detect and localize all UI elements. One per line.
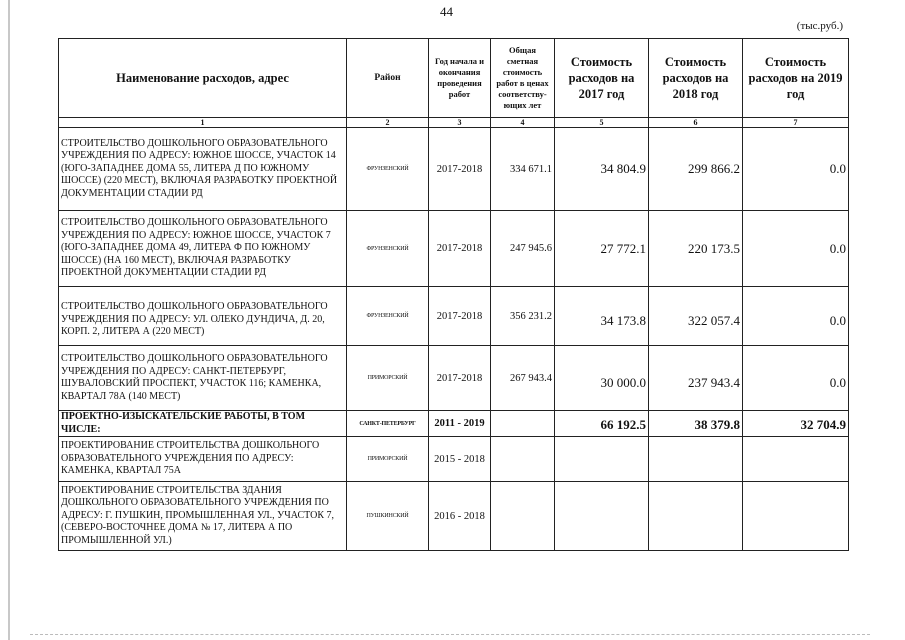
cost-2018: 38 379.8 <box>649 411 743 437</box>
work-years: 2015 - 2018 <box>429 437 491 482</box>
cost-2018 <box>649 482 743 551</box>
expense-name: ПРОЕКТИРОВАНИЕ СТРОИТЕЛЬСТВА ДОШКОЛЬНОГО ОБРАЗОВАТЕЛЬНОГО УЧРЕЖДЕНИЯ ПО АДРЕСУ: КАМЕНКА, КВАРТАЛ 75А <box>59 437 347 482</box>
header-estimate: Общая сметная стоимость работ в ценах соответству-ющих лет <box>491 39 555 118</box>
column-number: 1 <box>59 118 347 128</box>
work-years: 2017-2018 <box>429 346 491 411</box>
column-number: 5 <box>555 118 649 128</box>
column-number: 7 <box>743 118 849 128</box>
work-years: 2017-2018 <box>429 211 491 287</box>
cost-2019: 0.0 <box>743 287 849 346</box>
cost-2017: 34 173.8 <box>555 287 649 346</box>
expense-name: СТРОИТЕЛЬСТВО ДОШКОЛЬНОГО ОБРАЗОВАТЕЛЬНОГО УЧРЕЖДЕНИЯ ПО АДРЕСУ: САНКТ-ПЕТЕРБУРГ, ШУВАЛОВСКИЙ ПРОСПЕКТ, УЧАСТОК 116; КАМЕНКА, КВАРТАЛ 78А (140 МЕСТ) <box>59 346 347 411</box>
cost-2017: 30 000.0 <box>555 346 649 411</box>
work-years: 2011 - 2019 <box>429 411 491 437</box>
estimate-cost <box>491 437 555 482</box>
column-number-row <box>59 118 849 128</box>
cost-2019 <box>743 482 849 551</box>
district: ФРУНЗЕНСКИЙ <box>347 211 429 287</box>
header-row <box>59 39 849 118</box>
header-cost-2019: Стоимость расходов на 2019 год <box>743 39 849 118</box>
cost-2018: 299 866.2 <box>649 128 743 211</box>
estimate-cost: 356 231.2 <box>491 287 555 346</box>
district: ФРУНЗЕНСКИЙ <box>347 287 429 346</box>
header-years: Год начала и окончания проведения работ <box>429 39 491 118</box>
scan-edge-mark <box>8 0 10 640</box>
table-row <box>59 437 849 482</box>
cost-2019: 0.0 <box>743 211 849 287</box>
estimate-cost: 334 671.1 <box>491 128 555 211</box>
cost-2017: 27 772.1 <box>555 211 649 287</box>
table-row-total <box>59 411 849 437</box>
expense-name: СТРОИТЕЛЬСТВО ДОШКОЛЬНОГО ОБРАЗОВАТЕЛЬНОГО УЧРЕЖДЕНИЯ ПО АДРЕСУ: УЛ. ОЛЕКО ДУНДИЧА, Д. 20, КОРП. 2, ЛИТЕРА А (220 МЕСТ) <box>59 287 347 346</box>
estimate-cost: 267 943.4 <box>491 346 555 411</box>
cost-2019 <box>743 437 849 482</box>
cost-2017 <box>555 437 649 482</box>
cost-2018: 220 173.5 <box>649 211 743 287</box>
header-cost-2018: Стоимость расходов на 2018 год <box>649 39 743 118</box>
district: САНКТ-ПЕТЕРБУРГ <box>347 411 429 437</box>
column-number: 6 <box>649 118 743 128</box>
header-cost-2017: Стоимость расходов на 2017 год <box>555 39 649 118</box>
column-number: 4 <box>491 118 555 128</box>
district: ПРИМОРСКИЙ <box>347 437 429 482</box>
cost-2017: 34 804.9 <box>555 128 649 211</box>
table-row <box>59 128 849 211</box>
expense-name: ПРОЕКТНО-ИЗЫСКАТЕЛЬСКИЕ РАБОТЫ, В ТОМ ЧИСЛЕ: <box>59 411 347 437</box>
table-row <box>59 287 849 346</box>
cost-2018 <box>649 437 743 482</box>
cost-2019: 0.0 <box>743 128 849 211</box>
expense-name: СТРОИТЕЛЬСТВО ДОШКОЛЬНОГО ОБРАЗОВАТЕЛЬНОГО УЧРЕЖДЕНИЯ ПО АДРЕСУ: ЮЖНОЕ ШОССЕ, УЧАСТОК 14 (ЮГО-ЗАПАДНЕЕ ДОМА 55, ЛИТЕРА Д ПО ЮЖНОМУ ШОССЕ) (220 МЕСТ), ВКЛЮЧАЯ РАЗРАБОТКУ ПРОЕКТНОЙ ДОКУМЕНТАЦИИ СТАДИИ РД <box>59 128 347 211</box>
district: ФРУНЗЕНСКИЙ <box>347 128 429 211</box>
header-district: Район <box>347 39 429 118</box>
table-row <box>59 346 849 411</box>
scan-bottom-artifact <box>30 634 870 637</box>
cost-2018: 237 943.4 <box>649 346 743 411</box>
budget-table <box>58 38 849 551</box>
page-number: 44 <box>440 4 453 19</box>
column-number: 2 <box>347 118 429 128</box>
header-name: Наименование расходов, адрес <box>59 39 347 118</box>
work-years: 2017-2018 <box>429 287 491 346</box>
cost-2017 <box>555 482 649 551</box>
expense-name: СТРОИТЕЛЬСТВО ДОШКОЛЬНОГО ОБРАЗОВАТЕЛЬНОГО УЧРЕЖДЕНИЯ ПО АДРЕСУ: ЮЖНОЕ ШОССЕ, УЧАСТОК 7 (ЮГО-ЗАПАДНЕЕ ДОМА 49, ЛИТЕРА Ф ПО ЮЖНОМУ ШОССЕ) (НА 160 МЕСТ), ВКЛЮЧАЯ РАЗРАБОТКУ ПРОЕКТНОЙ ДОКУМЕНТАЦИИ СТАДИИ РД <box>59 211 347 287</box>
column-number: 3 <box>429 118 491 128</box>
estimate-cost: 247 945.6 <box>491 211 555 287</box>
work-years: 2017-2018 <box>429 128 491 211</box>
expense-name: ПРОЕКТИРОВАНИЕ СТРОИТЕЛЬСТВА ЗДАНИЯ ДОШКОЛЬНОГО ОБРАЗОВАТЕЛЬНОГО УЧРЕЖДЕНИЯ ПО АДРЕСУ: Г. ПУШКИН, ПРОМЫШЛЕННАЯ УЛ., УЧАСТОК 7, (СЕВЕРО-ВОСТОЧНЕЕ ДОМА № 17, ЛИТЕРА А ПО ПРОМЫШЛЕННОЙ УЛ.) <box>59 482 347 551</box>
cost-2018: 322 057.4 <box>649 287 743 346</box>
estimate-cost <box>491 411 555 437</box>
table-row <box>59 211 849 287</box>
units-label: (тыс.руб.) <box>796 20 843 32</box>
district: ПРИМОРСКИЙ <box>347 346 429 411</box>
cost-2017: 66 192.5 <box>555 411 649 437</box>
cost-2019: 32 704.9 <box>743 411 849 437</box>
estimate-cost <box>491 482 555 551</box>
work-years: 2016 - 2018 <box>429 482 491 551</box>
table-row <box>59 482 849 551</box>
district: ПУШКИНСКИЙ <box>347 482 429 551</box>
cost-2019: 0.0 <box>743 346 849 411</box>
